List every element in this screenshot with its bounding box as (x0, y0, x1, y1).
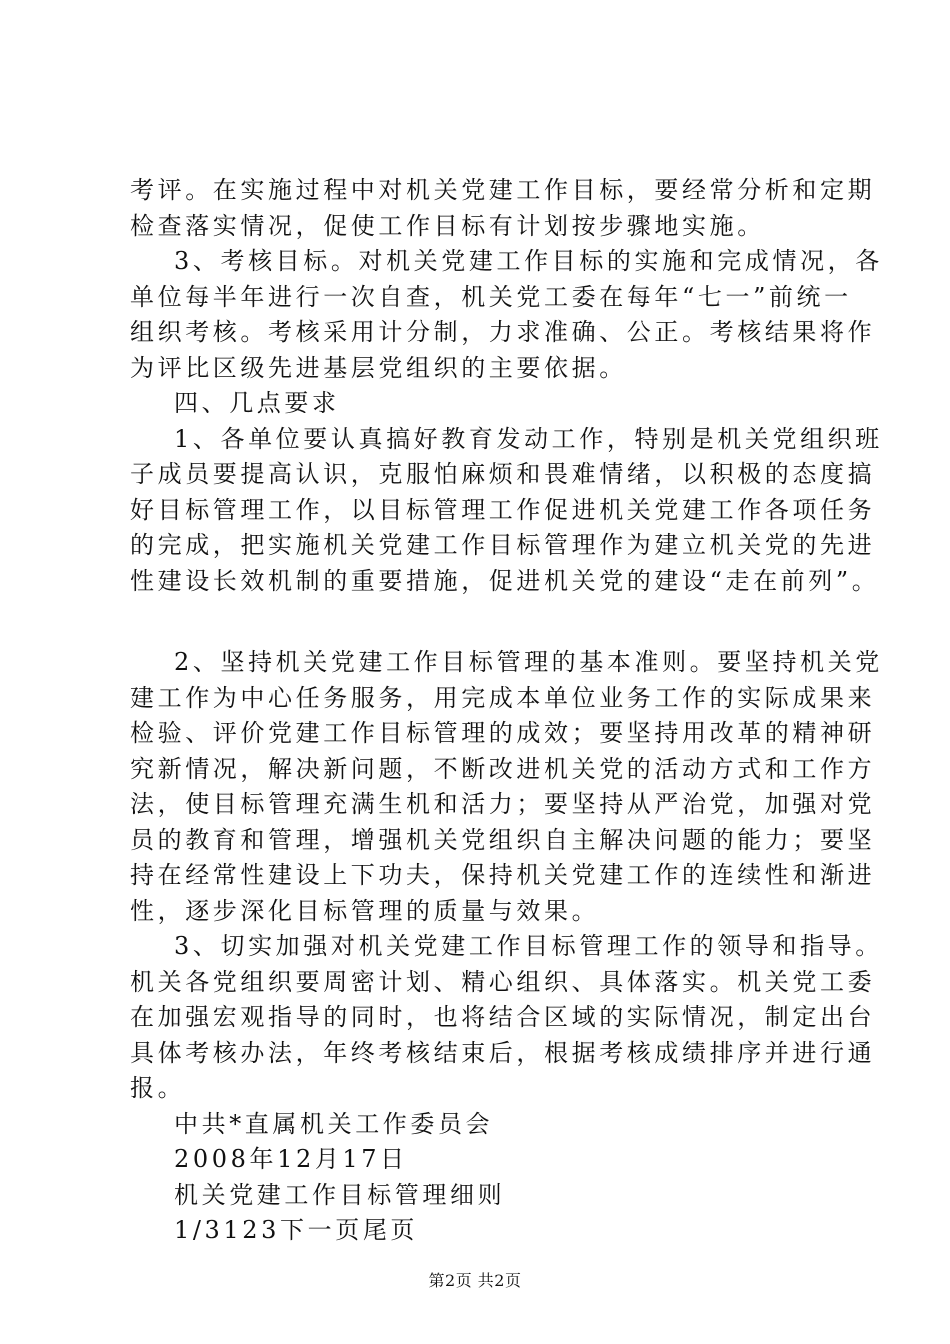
body-text-line: 好目标管理工作，以目标管理工作促进机关党建工作各项任务 (130, 495, 876, 524)
section-heading: 四、几点要求 (174, 389, 340, 417)
body-text-line: 机关各党组织要周密计划、精心组织、具体落实。机关党工委 (130, 967, 876, 996)
body-text-line: 检查落实情况，促使工作目标有计划按步骤地实施。 (130, 211, 765, 240)
body-text-line: 3、切实加强对机关党建工作目标管理工作的领导和指导。 (174, 932, 883, 960)
body-text-line: 究新情况，解决新问题，不断改进机关党的活动方式和工作方 (130, 754, 876, 783)
body-text-line: 的完成，把实施机关党建工作目标管理作为建立机关党的先进 (130, 531, 876, 559)
body-text-line: 员的教育和管理，增强机关党组织自主解决问题的能力；要坚 (130, 825, 876, 854)
body-text-line: 组织考核。考核采用计分制，力求准确、公正。考核结果将作 (130, 318, 876, 346)
body-text-line: 单位每半年进行一次自查，机关党工委在每年“七一”前统一 (130, 282, 852, 311)
body-text-line: 为评比区级先进基层党组织的主要依据。 (130, 353, 627, 382)
body-text-line: 2、坚持机关党建工作目标管理的基本准则。要坚持机关党 (174, 648, 883, 676)
signature-date: 2008年12月17日 (174, 1145, 408, 1173)
body-text-line: 考评。在实施过程中对机关党建工作目标，要经常分析和定期 (130, 176, 876, 204)
body-text-line: 性建设长效机制的重要措施，促进机关党的建设“走在前列”。 (130, 566, 880, 595)
signature-organization: 中共*直属机关工作委员会 (174, 1109, 494, 1138)
pagination-text: 1/3123下一页尾页 (174, 1216, 419, 1244)
body-text-line: 在加强宏观指导的同时，也将结合区域的实际情况，制定出台 (130, 1003, 876, 1031)
page-footer (0, 1271, 950, 1291)
body-text-line: 建工作为中心任务服务，用完成本单位业务工作的实际成果来 (130, 683, 876, 712)
body-text-line: 报。 (130, 1074, 186, 1102)
body-text-line: 性，逐步深化目标管理的质量与效果。 (130, 896, 600, 925)
body-text-line: 检验、评价党建工作目标管理的成效；要坚持用改革的精神研 (130, 719, 876, 747)
body-text-line: 持在经常性建设上下功夫，保持机关党建工作的连续性和渐进 (130, 861, 876, 889)
page-number-label: 第2页 共2页 (428, 1271, 522, 1290)
body-text-line: 1、各单位要认真搞好教育发动工作，特别是机关党组织班 (174, 424, 883, 453)
body-text-line: 3、考核目标。对机关党建工作目标的实施和完成情况，各 (174, 247, 883, 275)
body-text-line: 具体考核办法，年终考核结束后，根据考核成绩排序并进行通 (130, 1038, 876, 1067)
body-text-line: 子成员要提高认识，克服怕麻烦和畏难情绪，以积极的态度搞 (130, 460, 876, 488)
paragraph-gap (130, 599, 830, 645)
body-text-line: 法，使目标管理充满生机和活力；要坚持从严治党，加强对党 (130, 790, 876, 818)
document-body (130, 173, 883, 1249)
related-title: 机关党建工作目标管理细则 (174, 1180, 506, 1209)
